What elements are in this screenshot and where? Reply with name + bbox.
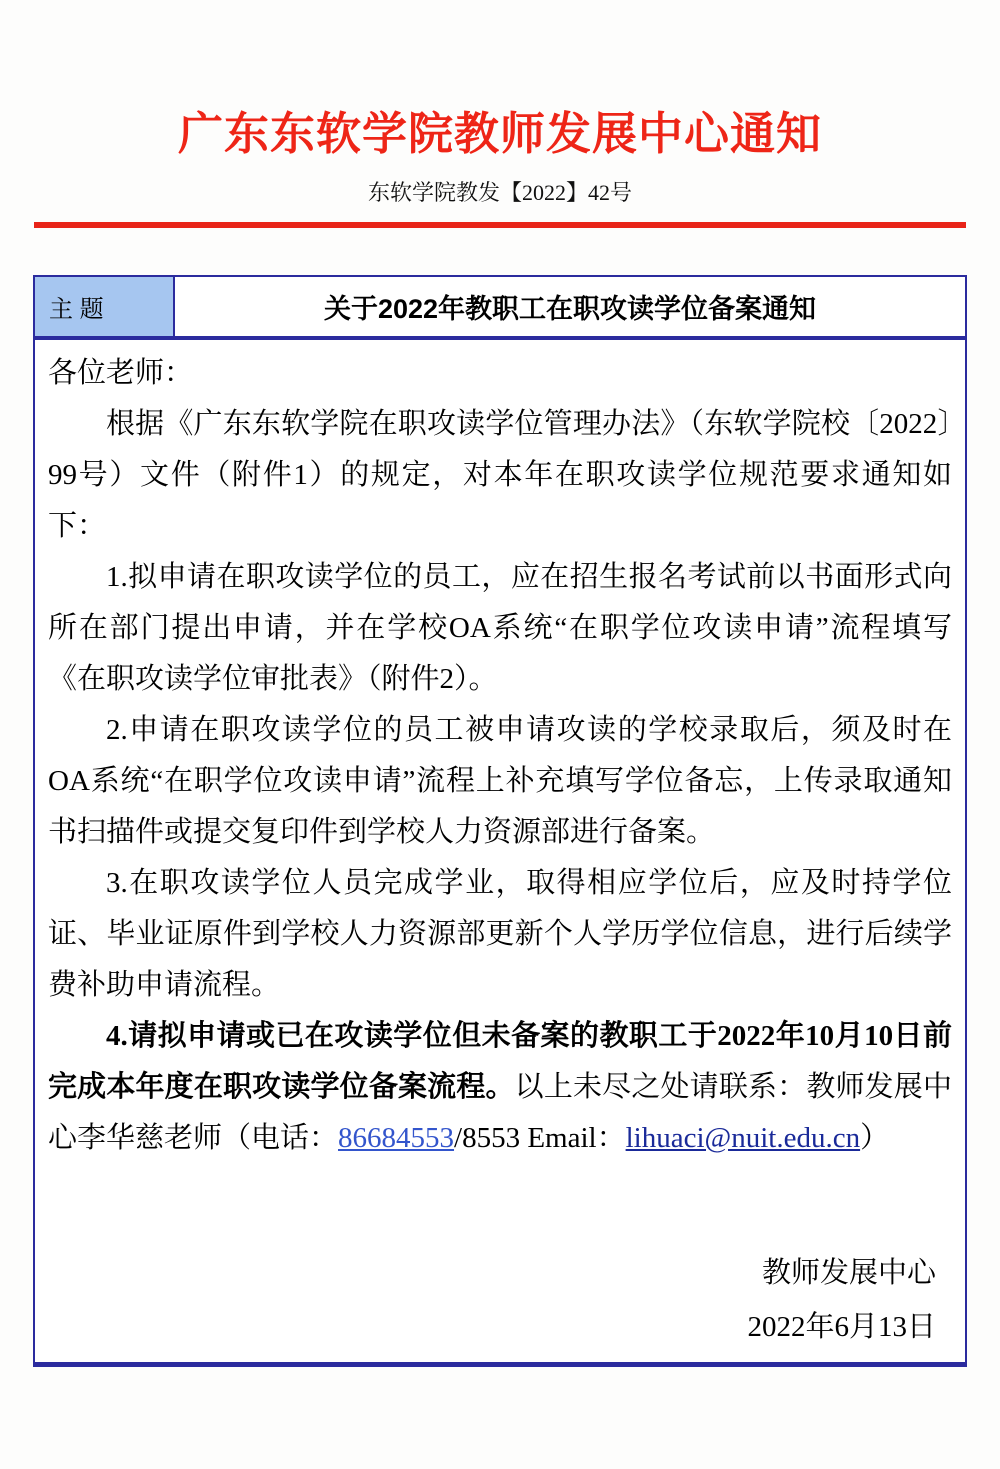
signature-block — [48, 1246, 952, 1354]
item-4-paragraph — [48, 1011, 952, 1164]
item-3-paragraph: 3.在职攻读学位人员完成学业，取得相应学位后，应及时持学位证、毕业证原件到学校人力资源部更新个人学历学位信息，进行后续学费补助申请流程。 — [48, 866, 952, 1001]
salutation: 各位老师： — [48, 356, 194, 389]
subject-label: 主 题 — [49, 295, 104, 323]
item-1-paragraph: 1.拟申请在职攻读学位的员工，应在招生报名考试前以书面形式向所在部门提出申请，并在学校OA系统“在职学位攻读申请”流程填写《在职攻读学位审批表》（附件2）。 — [48, 560, 952, 695]
intro-paragraph: 根据《广东东软学院在职攻读学位管理办法》（东软学院校〔2022〕99号）文件（附件1）的规定，对本年在职攻读学位规范要求通知如下： — [48, 407, 952, 542]
notice-table — [33, 275, 967, 1367]
doc-number: 东软学院教发【2022】42号 — [367, 179, 632, 205]
notice-subject-title: 关于2022年教职工在职攻读学位备案通知 — [323, 293, 817, 324]
signature-date: 2022年6月13日 — [747, 1310, 936, 1343]
email-link[interactable]: lihuaci@nuit.edu.cn — [625, 1121, 861, 1154]
signature-org: 教师发展中心 — [761, 1256, 936, 1289]
page-title: 广东东软学院教师发展中心通知 — [177, 108, 822, 159]
item-4-deadline-text: 4.请拟申请或已在攻读学位但未备案的教职工于2022年10月10日前完成本年度在职攻读学位备案流程。 — [48, 1019, 952, 1103]
item-2-paragraph: 2.申请在职攻读学位的员工被申请攻读的学校录取后，须及时在OA系统“在职学位攻读申请”流程上补充填写学位备忘，上传录取通知书扫描件或提交复印件到学校人力资源部进行备案。 — [48, 713, 952, 848]
contact-suffix-text: ） — [860, 1121, 890, 1154]
phone-link[interactable]: 86684553 — [338, 1121, 455, 1154]
notice-body — [35, 340, 965, 1362]
contact-prefix-text: 以上未尽之处请联系：教师发展中心李华慈老师（电话： — [48, 1070, 952, 1154]
phone-suffix-text: /8553 Email： — [454, 1121, 626, 1154]
subject-label-cell — [35, 277, 175, 336]
subject-row — [35, 277, 965, 340]
red-divider — [34, 222, 966, 228]
